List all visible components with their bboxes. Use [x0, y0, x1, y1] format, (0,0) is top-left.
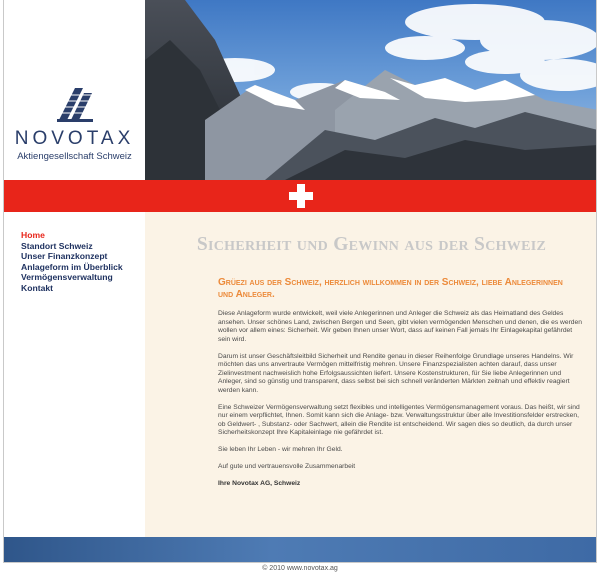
- page-frame: [3, 0, 597, 563]
- paragraph: Diese Anlageform wurde entwickelt, weil viele Anlegerinnen und Anleger die Schweiz als das Heimatland des Geldes ansehen. Unser schönes Land, zwischen Bergen und Seen, gibt vielen vermögenden Menschen und denen, die es werden wollen vor allem eines: Sicherheit. Wir geben Ihnen unser Wort, dass auf keinen Fall jemals Ihr Einlagekapital gefährdet sein wird.: [218, 310, 582, 343]
- slogan: Sie leben Ihr Leben - wir mehren Ihr Geld.: [218, 446, 343, 453]
- body-text: [218, 310, 584, 497]
- paragraph: Eine Schweizer Vermögensverwaltung setzt flexibles und intelligentes Vermögensmanagement voraus. Das heißt, wir sind nur einem verpflichtet, Ihnen. Somit kann sich die Anlage- bzw. Verwaltungsstruktur über alle Investitionsfelder erstrecken, ob Geldwert- , Substanz- oder Sachwert, allein die Rendite ist entscheidend. Wir sagen dies so deutlich, da durch unser Sicherheitskonzept Ihre Kapitaleinlage nie gefährdet ist.: [218, 403, 580, 436]
- closing-line: Auf gute und vertrauensvolle Zusammenarbeit: [218, 463, 356, 470]
- swiss-red-band: [4, 180, 597, 212]
- swiss-cross-icon: [289, 183, 315, 209]
- nav-item-anlageform[interactable]: Anlageform im Überblick: [21, 261, 123, 272]
- nav-item-finanzkonzept[interactable]: Unser Finanzkonzept: [21, 251, 108, 261]
- page-title: Sicherheit und Gewinn aus der Schweiz: [196, 234, 547, 255]
- signature: Ihre Novotax AG, Schweiz: [218, 480, 301, 487]
- copyright-text[interactable]: © 2010 www.novotax.ag: [262, 565, 338, 572]
- brand-name: NOVOTAX: [14, 128, 135, 149]
- main-navigation: [21, 230, 123, 293]
- welcome-greeting: Grüezi aus der Schweiz, herzlich willkommen in der Schweiz, liebe Anlegerinnen und Anleger.: [218, 277, 563, 300]
- logo-area[interactable]: [4, 0, 145, 180]
- novotax-logo-icon: [57, 88, 93, 122]
- sidebar: [4, 212, 145, 537]
- nav-item-home[interactable]: Home: [21, 230, 45, 240]
- nav-item-kontakt[interactable]: Kontakt: [21, 282, 53, 293]
- brand-subtitle: Aktiengesellschaft Schweiz: [17, 151, 132, 162]
- main-content: [145, 212, 597, 537]
- alpine-hero-image: [145, 0, 597, 180]
- footer-band: [4, 537, 597, 563]
- paragraph: Darum ist unser Geschäftsleitbild Sicherheit und Rendite genau in dieser Reihenfolge Grundlage unseres Handelns. Wir möchten das uns anvertraute Vermögen mittelfristig mehren. Unsere Finanzspezialisten achten darauf, dass unser Zielinvestment nachweislich hohe Erfolgsaussichten liefert. Unsere Kostenstrukturen, für Sie liebe Anlegerinnen und Anleger, sind so günstig und transparent, dass selbst bei sich schnell veränderten Märkten zeitnah und effektiv reagiert werden kann.: [218, 352, 574, 394]
- nav-item-vermoegensverwaltung[interactable]: Vermögensverwaltung: [21, 272, 113, 282]
- nav-item-standort-schweiz[interactable]: Standort Schweiz: [21, 240, 93, 251]
